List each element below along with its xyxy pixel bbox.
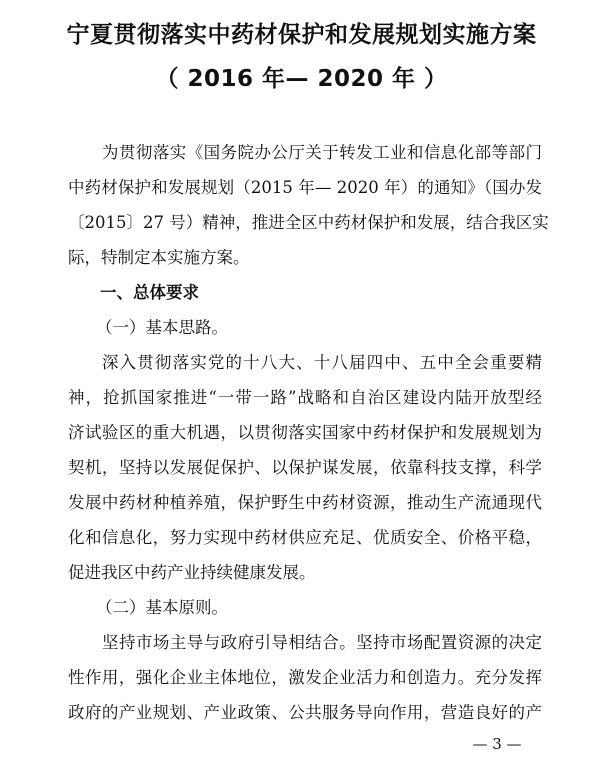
paragraph-line: 契机，坚持以发展促保护、以保护谋发展，依靠科技支撑，科学 — [68, 458, 542, 477]
paragraph-line: 际，特制定本实施方案。 — [68, 248, 250, 267]
document-subtitle-years: （ 2016 年— 2020 年 ） — [155, 66, 448, 92]
paragraph-line: 深入贯彻落实党的十八大、十八届四中、五中全会重要精 — [102, 353, 542, 372]
section-heading: 一、总体要求 — [100, 283, 199, 302]
paragraph-line: 神，抢抓国家推进“一带一路”战略和自治区建设内陆开放型经 — [68, 388, 542, 407]
paragraph-line: 中药材保护和发展规划（2015 年— 2020 年）的通知》（国办发 — [68, 178, 542, 197]
paragraph-line: 政府的产业规划、产业政策、公共服务导向作用，营造良好的产 — [68, 703, 542, 722]
subsection-heading: （二）基本原则。 — [96, 598, 228, 617]
paragraph-line: 济试验区的重大机遇，以贯彻落实国家中药材保护和发展规划为 — [68, 423, 542, 442]
paragraph-line: 发展中药材种植养殖，保护野生中药材资源，推动生产流通现代 — [68, 493, 542, 512]
document-title: 宁夏贯彻落实中药材保护和发展规划实施方案 — [66, 22, 537, 48]
paragraph-line: 化和信息化，努力实现中药材供应充足、优质安全、价格平稳， — [68, 528, 542, 547]
paragraph-line: 〔2015〕27 号）精神，推进全区中药材保护和发展，结合我区实 — [68, 213, 549, 232]
paragraph-line: 坚持市场主导与政府引导相结合。坚持市场配置资源的决定 — [102, 633, 542, 652]
page-number: — 3 — — [472, 735, 522, 753]
subsection-heading: （一）基本思路。 — [96, 318, 228, 337]
paragraph-line: 性作用，强化企业主体地位，激发企业活力和创造力。充分发挥 — [68, 668, 542, 687]
paragraph-line: 促进我区中药产业持续健康发展。 — [68, 563, 316, 582]
paragraph-line: 为贯彻落实《国务院办公厅关于转发工业和信息化部等部门 — [102, 143, 542, 162]
